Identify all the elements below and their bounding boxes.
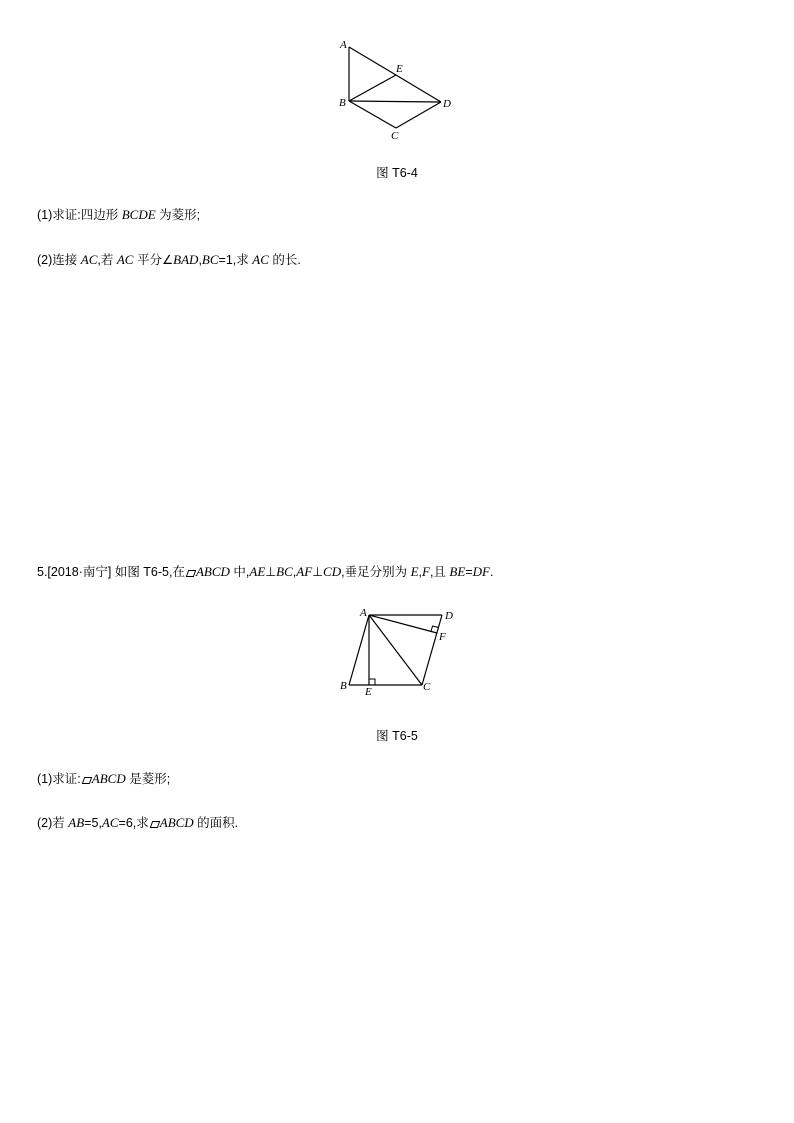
segment-bc [349, 101, 396, 128]
q5-stem: 5.[2018·南宁] 如图 T6-5,在 ABCD 中,AE⊥BC,AF⊥CD,垂足分别为 E,F,且 BE=DF. [37, 564, 494, 579]
figure-t6-5-diagram [330, 600, 470, 700]
segment-ac [369, 615, 422, 685]
point-label-e: E [396, 63, 403, 75]
parallelogram-symbol [149, 821, 160, 828]
segment-ba [349, 615, 369, 685]
segment-dc [422, 615, 442, 685]
q4-part2: (2)连接 AC,若 AC 平分∠BAD,BC=1,求 AC 的长. [37, 252, 301, 267]
segment-be [349, 75, 396, 101]
q5-part1: (1)求证: ABCD 是菱形; [37, 771, 171, 786]
point-label-d: D [445, 610, 453, 622]
figure-t6-4 [330, 32, 470, 147]
q4-part1: (1)求证:四边形 BCDE 为菱形; [37, 207, 201, 222]
figure-t6-5-caption: 图 T6-5 [376, 729, 418, 743]
segment-bd [349, 101, 441, 102]
segment-ae [349, 47, 396, 75]
point-label-e: E [365, 686, 372, 698]
point-label-b: B [340, 680, 347, 692]
point-label-b: B [339, 97, 346, 109]
point-label-a: A [360, 607, 367, 619]
q5-part2: (2)若 AB=5,AC=6,求 ABCD 的面积. [37, 815, 239, 830]
segment-af [369, 615, 437, 633]
parallelogram-symbol [81, 777, 92, 784]
point-label-a: A [340, 39, 347, 51]
point-label-c: C [423, 681, 431, 693]
segment-ed [396, 75, 441, 102]
point-label-f: F [439, 631, 446, 643]
right-angle-mark-e [369, 679, 375, 685]
figure-t6-4-caption: 图 T6-4 [376, 166, 418, 180]
segment-cd [396, 102, 441, 128]
figure-t6-5 [330, 600, 470, 700]
figure-t6-4-diagram [330, 32, 470, 147]
point-label-d: D [443, 98, 451, 110]
parallelogram-symbol [186, 570, 197, 577]
point-label-c: C [391, 130, 399, 142]
